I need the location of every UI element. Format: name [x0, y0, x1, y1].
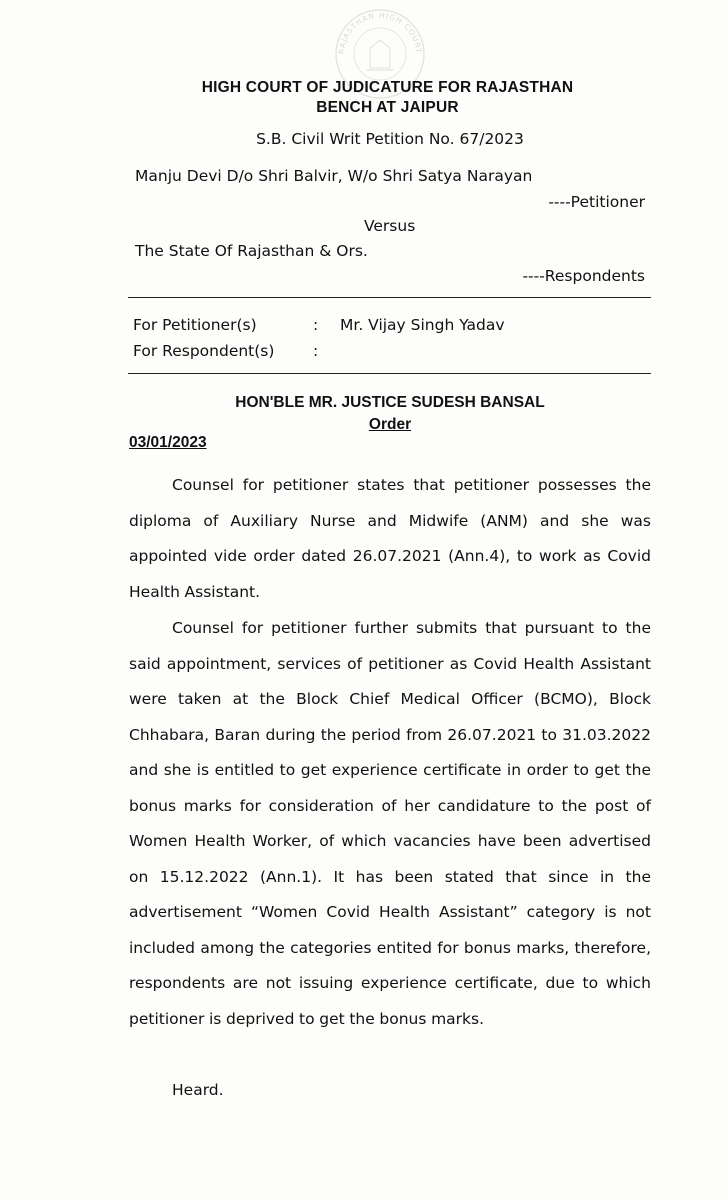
counsel-respondent-separator: :	[313, 342, 319, 360]
svg-text:RAJASTHAN HIGH COURT: RAJASTHAN HIGH COURT	[336, 10, 424, 55]
counsel-petitioner-label: For Petitioner(s)	[133, 316, 257, 334]
petition-number: S.B. Civil Writ Petition No. 67/2023	[256, 130, 524, 148]
order-date: 03/01/2023	[129, 434, 207, 451]
court-name: HIGH COURT OF JUDICATURE FOR RAJASTHAN	[201, 79, 574, 96]
order-heading: Order	[368, 416, 412, 433]
respondent-name: The State Of Rajasthan & Ors.	[135, 242, 368, 260]
counsel-respondent-label: For Respondent(s)	[133, 342, 275, 360]
respondent-role: ----Respondents	[522, 267, 645, 285]
counsel-petitioner-separator: :	[313, 316, 319, 334]
divider-bottom	[128, 373, 651, 374]
order-paragraph-1: Counsel for petitioner states that petitioner possesses the diploma of Auxiliary Nurse and Midwife (ANM) and she was appointed vide order dated 26.07.2021 (Ann.4), to work as Covid Health Assistant.	[129, 476, 651, 601]
counsel-petitioner-value: Mr. Vijay Singh Yadav	[340, 316, 505, 334]
court-heading	[0, 78, 728, 118]
order-closing: Heard.	[172, 1081, 224, 1099]
order-paragraph-2: Counsel for petitioner further submits that pursuant to the said appointment, services of petitioner as Covid Health Assistant were taken at the Block Chief Medical Officer (BCMO), Block Chhabara, Baran during the period from 26.07.2021 to 31.03.2022 and she is entitled to get experience certificate in order to get the bonus marks for consideration of her candidature to the post of Women Health Worker, of which vacancies have been advertised on 15.12.2022 (Ann.1). It has been stated that since in the advertisement “Women Covid Health Assistant” category is not included among the categories entited for bonus marks, therefore, respondents are not issuing experience certificate, due to which petitioner is deprived to get the bonus marks.	[129, 619, 651, 1028]
versus-label: Versus	[364, 217, 416, 235]
divider-top	[128, 297, 651, 298]
bench-location: BENCH AT JAIPUR	[316, 99, 459, 116]
petitioner-name: Manju Devi D/o Shri Balvir, W/o Shri Satya Narayan	[135, 167, 533, 185]
petitioner-role: ----Petitioner	[548, 193, 645, 211]
judge-name: HON'BLE MR. JUSTICE SUDESH BANSAL	[235, 394, 545, 411]
